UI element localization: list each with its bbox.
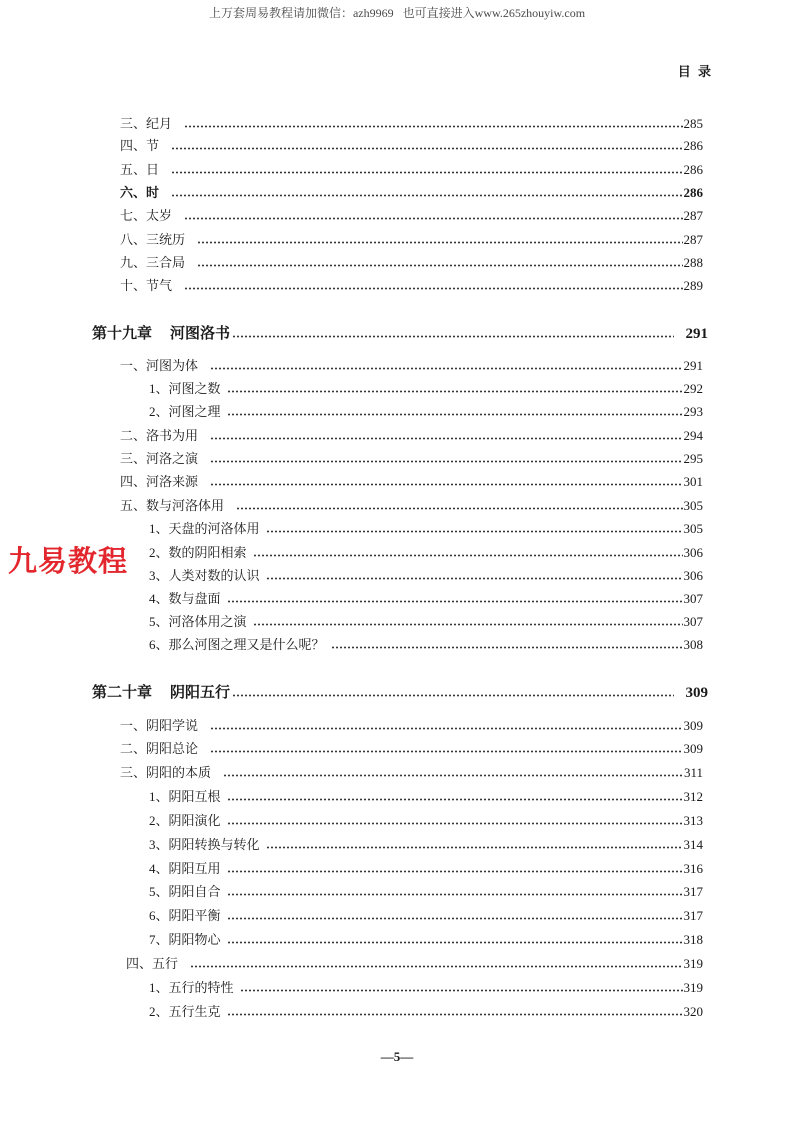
toc-entry bbox=[120, 450, 703, 468]
entry-title: 九、三合局 bbox=[120, 255, 186, 270]
toc-entry bbox=[120, 717, 703, 735]
toc-subentry bbox=[149, 590, 703, 608]
toc-entry bbox=[120, 115, 703, 133]
toc-entry bbox=[120, 184, 703, 202]
entry-title: 6、那么河图之理又是什么呢？ bbox=[149, 637, 325, 652]
entry-page: 317 bbox=[683, 884, 703, 899]
dot-leader bbox=[184, 217, 682, 220]
entry-title: 3、人类对数的认识 bbox=[149, 568, 260, 583]
dot-leader bbox=[227, 870, 683, 873]
entry-title: 4、阴阳互用 bbox=[149, 861, 221, 876]
entry-title: 2、五行生克 bbox=[149, 1004, 221, 1019]
dot-leader bbox=[266, 530, 683, 533]
dot-leader bbox=[253, 554, 683, 557]
entry-page: 286 bbox=[683, 185, 703, 200]
dot-leader bbox=[331, 646, 683, 649]
dot-leader bbox=[227, 941, 683, 944]
entry-page: 316 bbox=[683, 861, 703, 876]
dot-leader bbox=[232, 694, 673, 697]
page-number: —5— bbox=[380, 1049, 414, 1064]
entry-page: 301 bbox=[683, 474, 703, 489]
toc-entry bbox=[120, 427, 703, 445]
entry-page: 294 bbox=[683, 428, 703, 443]
entry-page: 287 bbox=[683, 208, 703, 223]
toc-subentry bbox=[149, 544, 703, 562]
dot-leader bbox=[232, 335, 673, 338]
toc-subentry bbox=[149, 403, 703, 421]
entry-title: 4、数与盘面 bbox=[149, 591, 221, 606]
dot-leader bbox=[227, 798, 683, 801]
entry-page: 317 bbox=[683, 908, 703, 923]
toc-subentry bbox=[149, 931, 703, 949]
entry-title: 1、阴阳互根 bbox=[149, 789, 221, 804]
dot-leader bbox=[227, 893, 683, 896]
toc-subentry bbox=[149, 812, 703, 830]
entry-title: 2、河图之理 bbox=[149, 404, 221, 419]
toc-entry bbox=[120, 764, 703, 782]
entry-title: 5、河洛体用之演 bbox=[149, 614, 247, 629]
dot-leader bbox=[210, 437, 682, 440]
dot-leader bbox=[266, 577, 683, 580]
toc-subentry bbox=[149, 860, 703, 878]
entry-page: 289 bbox=[683, 278, 703, 293]
dot-leader bbox=[253, 623, 683, 626]
toc-entry bbox=[120, 740, 703, 758]
dot-leader bbox=[210, 750, 682, 753]
toc-subentry bbox=[149, 380, 703, 398]
dot-leader bbox=[227, 917, 683, 920]
toc-entry bbox=[120, 254, 703, 272]
entry-page: 295 bbox=[683, 451, 703, 466]
dot-leader bbox=[227, 413, 683, 416]
entry-page: 308 bbox=[683, 637, 703, 652]
entry-page: 318 bbox=[683, 932, 703, 947]
chapter-title: 河图洛书 bbox=[170, 326, 231, 342]
entry-title: 5、阴阳自合 bbox=[149, 884, 221, 899]
toc-subentry bbox=[149, 907, 703, 925]
toc-entry bbox=[120, 277, 703, 295]
entry-page: 319 bbox=[683, 956, 703, 971]
entry-page: 286 bbox=[683, 162, 703, 177]
entry-page: 287 bbox=[683, 232, 703, 247]
entry-title: 2、数的阴阳相索 bbox=[149, 545, 247, 560]
entry-title: 6、阴阳平衡 bbox=[149, 908, 221, 923]
entry-title: 一、河图为体 bbox=[120, 358, 199, 373]
chapter-page: 309 bbox=[685, 685, 708, 701]
chapter-number: 第十九章 bbox=[92, 326, 153, 342]
entry-page: 314 bbox=[683, 837, 703, 852]
dot-leader bbox=[210, 460, 682, 463]
entry-title: 五、日 bbox=[120, 162, 160, 177]
entry-title: 八、三统历 bbox=[120, 232, 186, 247]
entry-title: 二、洛书为用 bbox=[120, 428, 199, 443]
entry-page: 305 bbox=[683, 521, 703, 536]
entry-page: 307 bbox=[683, 591, 703, 606]
dot-leader bbox=[227, 822, 683, 825]
entry-page: 309 bbox=[683, 741, 703, 756]
entry-title: 7、阴阳物心 bbox=[149, 932, 221, 947]
dot-leader bbox=[197, 264, 682, 267]
dot-leader bbox=[227, 1013, 683, 1016]
page-header: 上万套周易教程请加微信：azh9969 也可直接进入www.265zhouyiw.com bbox=[208, 6, 586, 20]
toc-entry bbox=[120, 497, 703, 515]
toc-entry bbox=[120, 161, 703, 179]
toc-entry bbox=[126, 955, 703, 973]
entry-title: 1、天盘的河洛体用 bbox=[149, 521, 260, 536]
watermark-logo: 九易教程 bbox=[8, 544, 129, 578]
dot-leader bbox=[223, 774, 683, 777]
toc-subentry bbox=[149, 979, 703, 997]
dot-leader bbox=[184, 125, 682, 128]
entry-title: 2、阴阳演化 bbox=[149, 813, 221, 828]
dot-leader bbox=[227, 600, 683, 603]
running-title: 目 录 bbox=[677, 64, 713, 79]
toc-subentry bbox=[149, 788, 703, 806]
entry-title: 四、河洛来源 bbox=[120, 474, 199, 489]
toc-entry bbox=[120, 207, 703, 225]
entry-title: 一、阴阳学说 bbox=[120, 718, 199, 733]
entry-page: 306 bbox=[683, 545, 703, 560]
entry-title: 五、数与河洛体用 bbox=[120, 498, 225, 513]
entry-page: 305 bbox=[683, 498, 703, 513]
entry-title: 四、节 bbox=[120, 138, 160, 153]
dot-leader bbox=[171, 171, 682, 174]
entry-page: 311 bbox=[683, 765, 703, 780]
dot-leader bbox=[227, 390, 683, 393]
entry-title: 六、时 bbox=[120, 185, 160, 200]
dot-leader bbox=[210, 367, 682, 370]
dot-leader bbox=[210, 483, 682, 486]
dot-leader bbox=[210, 727, 682, 730]
dot-leader bbox=[184, 287, 682, 290]
dot-leader bbox=[171, 147, 682, 150]
entry-title: 十、节气 bbox=[120, 278, 173, 293]
chapter-heading bbox=[92, 323, 708, 345]
toc-subentry bbox=[149, 636, 703, 654]
entry-page: 307 bbox=[683, 614, 703, 629]
entry-page: 313 bbox=[683, 813, 703, 828]
entry-title: 四、五行 bbox=[126, 956, 179, 971]
chapter-heading bbox=[92, 682, 708, 704]
chapter-number: 第二十章 bbox=[92, 685, 153, 701]
toc-entry bbox=[120, 137, 703, 155]
toc-entry bbox=[120, 357, 703, 375]
entry-page: 285 bbox=[683, 116, 703, 131]
entry-title: 七、太岁 bbox=[120, 208, 173, 223]
dot-leader bbox=[236, 507, 682, 510]
entry-page: 288 bbox=[683, 255, 703, 270]
toc-subentry bbox=[149, 1003, 703, 1021]
entry-page: 306 bbox=[683, 568, 703, 583]
entry-page: 293 bbox=[683, 404, 703, 419]
toc-entry bbox=[120, 231, 703, 249]
chapter-page: 291 bbox=[685, 326, 708, 342]
entry-page: 319 bbox=[683, 980, 703, 995]
dot-leader bbox=[197, 241, 682, 244]
entry-title: 三、河洛之演 bbox=[120, 451, 199, 466]
dot-leader bbox=[266, 846, 683, 849]
toc-subentry bbox=[149, 883, 703, 901]
entry-page: 291 bbox=[683, 358, 703, 373]
entry-title: 1、五行的特性 bbox=[149, 980, 234, 995]
dot-leader bbox=[171, 194, 682, 197]
toc-subentry bbox=[149, 520, 703, 538]
entry-title: 3、阴阳转换与转化 bbox=[149, 837, 260, 852]
chapter-title: 阴阳五行 bbox=[170, 685, 231, 701]
entry-page: 312 bbox=[683, 789, 703, 804]
entry-title: 二、阴阳总论 bbox=[120, 741, 199, 756]
entry-page: 292 bbox=[683, 381, 703, 396]
entry-title: 三、纪月 bbox=[120, 116, 173, 131]
entry-page: 286 bbox=[683, 138, 703, 153]
entry-title: 三、阴阳的本质 bbox=[120, 765, 212, 780]
dot-leader bbox=[190, 965, 682, 968]
entry-title: 1、河图之数 bbox=[149, 381, 221, 396]
toc-subentry bbox=[149, 836, 703, 854]
toc-subentry bbox=[149, 613, 703, 631]
toc-subentry bbox=[149, 567, 703, 585]
entry-page: 320 bbox=[683, 1004, 703, 1019]
toc-entry bbox=[120, 473, 703, 491]
entry-page: 309 bbox=[683, 718, 703, 733]
dot-leader bbox=[240, 989, 683, 992]
